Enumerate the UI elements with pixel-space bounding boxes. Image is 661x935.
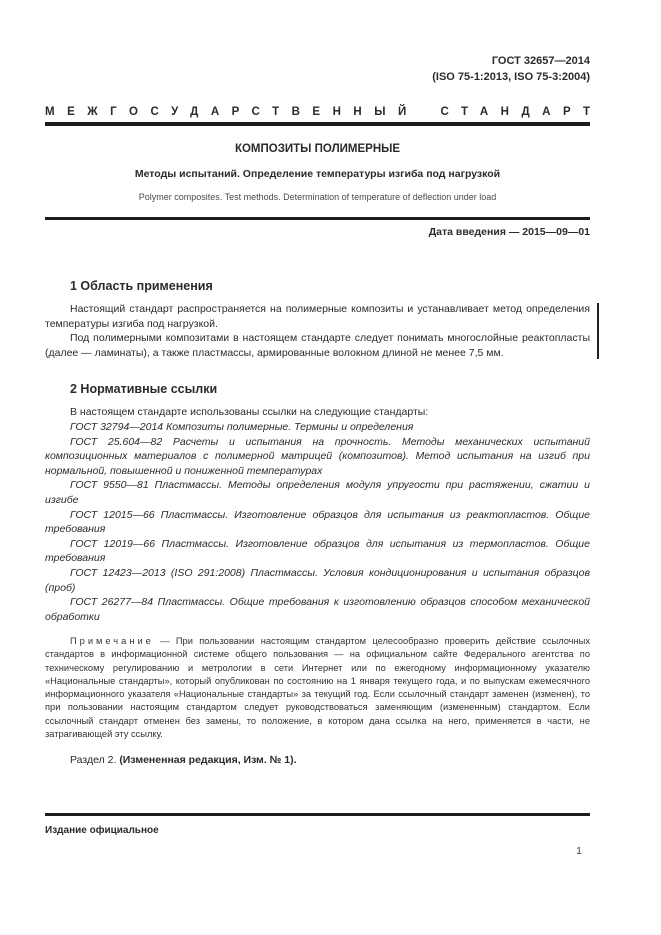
- gost-reference-6: ГОСТ 12423—2013 (ISO 291:2008) Пластмассы. Условия кондиционирования и испытания образцов (проб): [45, 566, 590, 594]
- section-1-body: [45, 302, 590, 360]
- section-2-body: [45, 405, 590, 624]
- references-intro: В настоящем стандарте использованы ссылки на следующие стандарты:: [70, 406, 429, 419]
- page-content: [45, 0, 603, 766]
- separator-rule: [45, 217, 590, 220]
- section-1-heading: 1 Область применения: [70, 279, 213, 293]
- title-en: Polymer composites. Test methods. Determination of temperature of deflection under load: [138, 192, 497, 202]
- amendment-note: [45, 754, 590, 766]
- gost-reference-5: ГОСТ 12019—66 Пластмассы. Изготовление образцов для испытания из термопластов. Общие требования: [45, 537, 590, 565]
- standard-type-word-1: МЕЖГОСУДАРСТВЕННЫЙ: [45, 106, 419, 118]
- header-rule: [45, 122, 590, 126]
- gost-reference-1: ГОСТ 32794—2014 Композиты полимерные. Термины и определения: [70, 420, 414, 433]
- official-edition-label: Издание официальное: [45, 825, 159, 836]
- note-label: Примечание: [70, 636, 154, 647]
- section-2-heading: 2 Нормативные ссылки: [70, 382, 218, 397]
- gost-reference-3: ГОСТ 9550—81 Пластмассы. Методы определения модуля упругости при растяжении, сжатии и изгибе: [45, 479, 590, 506]
- doc-code: ГОСТ 32657—2014: [491, 55, 590, 67]
- gost-reference-2: ГОСТ 25.604—82 Расчеты и испытания на прочность. Методы механических испытаний композиционных материалов с полимерной матрицей (композитов). Метод испытания на изгиб при нормальной, повышенной и пониженной температурах: [45, 435, 590, 477]
- amendment-text: (Измененная редакция, Изм. № 1).: [119, 753, 297, 766]
- effective-date: Дата введения — 2015—09—01: [428, 226, 590, 238]
- subtitle-ru: Методы испытаний. Определение температуры изгиба под нагрузкой: [134, 168, 501, 180]
- title-ru: КОМПОЗИТЫ ПОЛИМЕРНЫЕ: [234, 143, 401, 155]
- standard-type-word-2: СТАНДАРТ: [440, 106, 603, 118]
- standard-type-label: [45, 106, 603, 118]
- change-bar: [597, 303, 600, 359]
- amendment-prefix: Раздел 2.: [70, 753, 117, 766]
- note-text: — При пользовании настоящим стандартом целесообразно проверить действие ссылочных стандартов в информационной системе общего пользования — на официальном сайте Федерального агентства по техническому регулированию и метрологии в сети Интернет или по ежегодному информационному указателю «Национальные стандарты», который опубликован по состоянию на 1 января текущего года, и по выпускам ежемесячного информационного указателя «Национальные стандарты» за текущий год. Если ссылочный стандарт заменен (изменен), то при пользовании настоящим стандартом следует руководствоваться заменяющим (измененным) стандартом. Если ссылочный стандарт отменен без замены, то положение, в котором дана ссылка на него, применяется в части, не затрагивающей эту ссылку.: [45, 636, 590, 739]
- gost-reference-7: ГОСТ 26277—84 Пластмассы. Общие требования к изготовлению образцов способом механической обработки: [45, 596, 590, 623]
- document-reference: [45, 0, 590, 85]
- footer-rule: [45, 813, 590, 816]
- page-number: 1: [576, 845, 582, 857]
- iso-reference: (ISO 75-1:2013, ISO 75-3:2004): [432, 70, 590, 83]
- gost-reference-4: ГОСТ 12015—66 Пластмассы. Изготовление образцов для испытания из реактопластов. Общие требования: [45, 508, 590, 536]
- page-footer: [45, 813, 590, 857]
- section-1-paragraph-1: Настоящий стандарт распространяется на полимерные композиты и устанавливает метод определения температуры изгиба под нагрузкой.: [45, 303, 590, 330]
- section-1-paragraph-2: Под полимерными композитами в настоящем стандарте следует понимать многослойные реактопласты (далее — ламинаты), а также пластмассы, армированные волокном длиной не менее 7,5 мм.: [45, 332, 590, 359]
- note: [45, 635, 590, 741]
